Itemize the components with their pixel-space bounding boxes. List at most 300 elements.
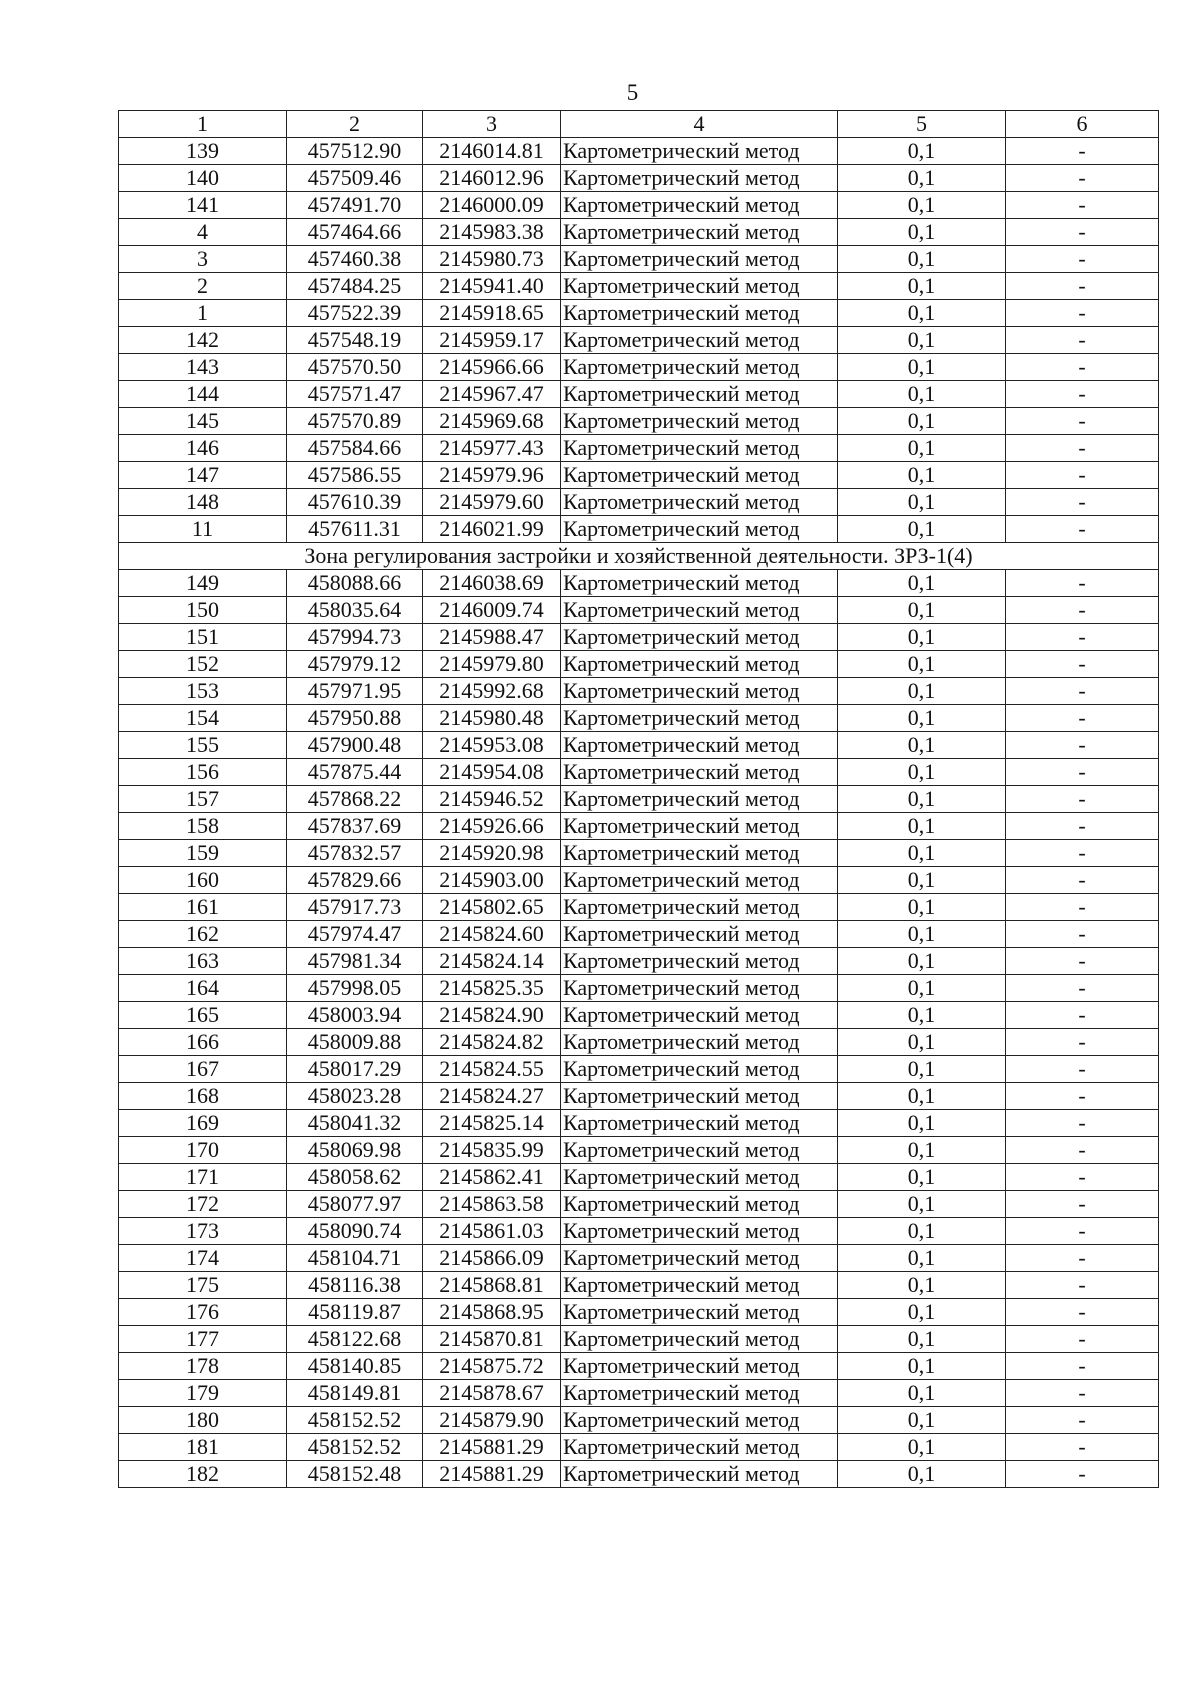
point-number-cell: 168 xyxy=(119,1083,287,1110)
method-cell: Картометрический метод xyxy=(561,300,838,327)
x-coordinate-cell: 458035.64 xyxy=(287,597,423,624)
table-row xyxy=(119,948,1159,975)
method-cell: Картометрический метод xyxy=(561,1029,838,1056)
zone-title-row xyxy=(119,543,1159,570)
method-cell: Картометрический метод xyxy=(561,1380,838,1407)
notes-cell: - xyxy=(1006,1056,1159,1083)
notes-cell: - xyxy=(1006,246,1159,273)
table-row xyxy=(119,300,1159,327)
point-number-cell: 179 xyxy=(119,1380,287,1407)
table-row xyxy=(119,462,1159,489)
x-coordinate-cell: 457512.90 xyxy=(287,138,423,165)
method-cell: Картометрический метод xyxy=(561,1191,838,1218)
point-number-cell: 11 xyxy=(119,516,287,543)
y-coordinate-cell: 2145875.72 xyxy=(423,1353,561,1380)
page-number: 5 xyxy=(626,80,639,105)
notes-cell: - xyxy=(1006,975,1159,1002)
precision-cell: 0,1 xyxy=(838,1245,1006,1272)
point-number-cell: 161 xyxy=(119,894,287,921)
y-coordinate-cell: 2145878.67 xyxy=(423,1380,561,1407)
x-coordinate-cell: 457570.50 xyxy=(287,354,423,381)
point-number-cell: 141 xyxy=(119,192,287,219)
method-cell: Картометрический метод xyxy=(561,1461,838,1488)
precision-cell: 0,1 xyxy=(838,867,1006,894)
y-coordinate-cell: 2145979.80 xyxy=(423,651,561,678)
notes-cell: - xyxy=(1006,273,1159,300)
notes-cell: - xyxy=(1006,1002,1159,1029)
precision-cell: 0,1 xyxy=(838,1083,1006,1110)
method-cell: Картометрический метод xyxy=(561,354,838,381)
table-row xyxy=(119,1083,1159,1110)
point-number-cell: 2 xyxy=(119,273,287,300)
x-coordinate-cell: 458003.94 xyxy=(287,1002,423,1029)
notes-cell: - xyxy=(1006,678,1159,705)
method-cell: Картометрический метод xyxy=(561,1326,838,1353)
precision-cell: 0,1 xyxy=(838,165,1006,192)
notes-cell: - xyxy=(1006,651,1159,678)
method-cell: Картометрический метод xyxy=(561,1218,838,1245)
x-coordinate-cell: 457491.70 xyxy=(287,192,423,219)
y-coordinate-cell: 2145881.29 xyxy=(423,1434,561,1461)
zone-section xyxy=(119,543,1159,570)
table-row xyxy=(119,732,1159,759)
y-coordinate-cell: 2146012.96 xyxy=(423,165,561,192)
table-row xyxy=(119,1461,1159,1488)
table-row xyxy=(119,651,1159,678)
table-row xyxy=(119,867,1159,894)
point-number-cell: 174 xyxy=(119,1245,287,1272)
notes-cell: - xyxy=(1006,165,1159,192)
table-row xyxy=(119,192,1159,219)
notes-cell: - xyxy=(1006,759,1159,786)
column-header-precision: 5 xyxy=(838,111,1006,138)
point-number-cell: 167 xyxy=(119,1056,287,1083)
notes-cell: - xyxy=(1006,1245,1159,1272)
precision-cell: 0,1 xyxy=(838,138,1006,165)
x-coordinate-cell: 457998.05 xyxy=(287,975,423,1002)
precision-cell: 0,1 xyxy=(838,678,1006,705)
table-row xyxy=(119,840,1159,867)
method-cell: Картометрический метод xyxy=(561,948,838,975)
notes-cell: - xyxy=(1006,1191,1159,1218)
notes-cell: - xyxy=(1006,948,1159,975)
x-coordinate-cell: 458069.98 xyxy=(287,1137,423,1164)
precision-cell: 0,1 xyxy=(838,408,1006,435)
y-coordinate-cell: 2145879.90 xyxy=(423,1407,561,1434)
point-number-cell: 145 xyxy=(119,408,287,435)
method-cell: Картометрический метод xyxy=(561,732,838,759)
method-cell: Картометрический метод xyxy=(561,651,838,678)
x-coordinate-cell: 458152.52 xyxy=(287,1434,423,1461)
method-cell: Картометрический метод xyxy=(561,786,838,813)
notes-cell: - xyxy=(1006,138,1159,165)
method-cell: Картометрический метод xyxy=(561,1110,838,1137)
point-number-cell: 148 xyxy=(119,489,287,516)
y-coordinate-cell: 2145977.43 xyxy=(423,435,561,462)
precision-cell: 0,1 xyxy=(838,1299,1006,1326)
method-cell: Картометрический метод xyxy=(561,273,838,300)
x-coordinate-cell: 457548.19 xyxy=(287,327,423,354)
column-header-x-coordinate: 2 xyxy=(287,111,423,138)
precision-cell: 0,1 xyxy=(838,1272,1006,1299)
x-coordinate-cell: 458152.48 xyxy=(287,1461,423,1488)
notes-cell: - xyxy=(1006,1380,1159,1407)
column-header-point-number: 1 xyxy=(119,111,287,138)
notes-cell: - xyxy=(1006,732,1159,759)
y-coordinate-cell: 2145824.90 xyxy=(423,1002,561,1029)
zone-title: Зона регулирования застройки и хозяйственной деятельности. ЗРЗ-1(4) xyxy=(119,543,1159,570)
table-row xyxy=(119,1272,1159,1299)
precision-cell: 0,1 xyxy=(838,732,1006,759)
notes-cell: - xyxy=(1006,1299,1159,1326)
notes-cell: - xyxy=(1006,192,1159,219)
y-coordinate-cell: 2145954.08 xyxy=(423,759,561,786)
method-cell: Картометрический метод xyxy=(561,516,838,543)
x-coordinate-cell: 457900.48 xyxy=(287,732,423,759)
notes-cell: - xyxy=(1006,516,1159,543)
table-row xyxy=(119,489,1159,516)
notes-cell: - xyxy=(1006,489,1159,516)
point-number-cell: 152 xyxy=(119,651,287,678)
precision-cell: 0,1 xyxy=(838,759,1006,786)
method-cell: Картометрический метод xyxy=(561,1434,838,1461)
notes-cell: - xyxy=(1006,921,1159,948)
x-coordinate-cell: 458116.38 xyxy=(287,1272,423,1299)
x-coordinate-cell: 457974.47 xyxy=(287,921,423,948)
x-coordinate-cell: 457584.66 xyxy=(287,435,423,462)
method-cell: Картометрический метод xyxy=(561,489,838,516)
table-row xyxy=(119,1380,1159,1407)
x-coordinate-cell: 457868.22 xyxy=(287,786,423,813)
precision-cell: 0,1 xyxy=(838,246,1006,273)
x-coordinate-cell: 457509.46 xyxy=(287,165,423,192)
precision-cell: 0,1 xyxy=(838,354,1006,381)
point-number-cell: 142 xyxy=(119,327,287,354)
notes-cell: - xyxy=(1006,867,1159,894)
precision-cell: 0,1 xyxy=(838,705,1006,732)
point-number-cell: 162 xyxy=(119,921,287,948)
notes-cell: - xyxy=(1006,1353,1159,1380)
point-number-cell: 176 xyxy=(119,1299,287,1326)
y-coordinate-cell: 2146000.09 xyxy=(423,192,561,219)
y-coordinate-cell: 2145861.03 xyxy=(423,1218,561,1245)
precision-cell: 0,1 xyxy=(838,1353,1006,1380)
method-cell: Картометрический метод xyxy=(561,867,838,894)
point-number-cell: 172 xyxy=(119,1191,287,1218)
table-row xyxy=(119,1245,1159,1272)
point-number-cell: 156 xyxy=(119,759,287,786)
point-number-cell: 160 xyxy=(119,867,287,894)
y-coordinate-cell: 2145824.27 xyxy=(423,1083,561,1110)
precision-cell: 0,1 xyxy=(838,948,1006,975)
method-cell: Картометрический метод xyxy=(561,921,838,948)
x-coordinate-cell: 457586.55 xyxy=(287,462,423,489)
method-cell: Картометрический метод xyxy=(561,759,838,786)
notes-cell: - xyxy=(1006,597,1159,624)
precision-cell: 0,1 xyxy=(838,651,1006,678)
y-coordinate-cell: 2146009.74 xyxy=(423,597,561,624)
point-number-cell: 159 xyxy=(119,840,287,867)
notes-cell: - xyxy=(1006,1110,1159,1137)
method-cell: Картометрический метод xyxy=(561,165,838,192)
table-row xyxy=(119,786,1159,813)
precision-cell: 0,1 xyxy=(838,381,1006,408)
precision-cell: 0,1 xyxy=(838,1002,1006,1029)
point-number-cell: 151 xyxy=(119,624,287,651)
x-coordinate-cell: 458017.29 xyxy=(287,1056,423,1083)
x-coordinate-cell: 457464.66 xyxy=(287,219,423,246)
y-coordinate-cell: 2145941.40 xyxy=(423,273,561,300)
point-number-cell: 143 xyxy=(119,354,287,381)
point-number-cell: 154 xyxy=(119,705,287,732)
notes-cell: - xyxy=(1006,1272,1159,1299)
y-coordinate-cell: 2145881.29 xyxy=(423,1461,561,1488)
method-cell: Картометрический метод xyxy=(561,408,838,435)
y-coordinate-cell: 2145868.81 xyxy=(423,1272,561,1299)
notes-cell: - xyxy=(1006,894,1159,921)
method-cell: Картометрический метод xyxy=(561,624,838,651)
precision-cell: 0,1 xyxy=(838,1407,1006,1434)
precision-cell: 0,1 xyxy=(838,597,1006,624)
x-coordinate-cell: 457610.39 xyxy=(287,489,423,516)
x-coordinate-cell: 457979.12 xyxy=(287,651,423,678)
table-row xyxy=(119,894,1159,921)
point-number-cell: 181 xyxy=(119,1434,287,1461)
x-coordinate-cell: 458122.68 xyxy=(287,1326,423,1353)
x-coordinate-cell: 457484.25 xyxy=(287,273,423,300)
precision-cell: 0,1 xyxy=(838,300,1006,327)
table-row xyxy=(119,1218,1159,1245)
table-row xyxy=(119,597,1159,624)
precision-cell: 0,1 xyxy=(838,624,1006,651)
point-number-cell: 182 xyxy=(119,1461,287,1488)
notes-cell: - xyxy=(1006,327,1159,354)
y-coordinate-cell: 2145802.65 xyxy=(423,894,561,921)
table-row xyxy=(119,678,1159,705)
table-row xyxy=(119,516,1159,543)
table-row xyxy=(119,327,1159,354)
coordinates-table xyxy=(118,110,1159,1488)
y-coordinate-cell: 2145980.48 xyxy=(423,705,561,732)
method-cell: Картометрический метод xyxy=(561,246,838,273)
notes-cell: - xyxy=(1006,462,1159,489)
x-coordinate-cell: 458090.74 xyxy=(287,1218,423,1245)
method-cell: Картометрический метод xyxy=(561,219,838,246)
column-header-y-coordinate: 3 xyxy=(423,111,561,138)
precision-cell: 0,1 xyxy=(838,921,1006,948)
y-coordinate-cell: 2146021.99 xyxy=(423,516,561,543)
precision-cell: 0,1 xyxy=(838,462,1006,489)
notes-cell: - xyxy=(1006,1164,1159,1191)
notes-cell: - xyxy=(1006,435,1159,462)
precision-cell: 0,1 xyxy=(838,1191,1006,1218)
precision-cell: 0,1 xyxy=(838,1110,1006,1137)
y-coordinate-cell: 2146014.81 xyxy=(423,138,561,165)
point-number-cell: 175 xyxy=(119,1272,287,1299)
x-coordinate-cell: 457522.39 xyxy=(287,300,423,327)
point-number-cell: 171 xyxy=(119,1164,287,1191)
precision-cell: 0,1 xyxy=(838,975,1006,1002)
method-cell: Картометрический метод xyxy=(561,192,838,219)
notes-cell: - xyxy=(1006,1461,1159,1488)
precision-cell: 0,1 xyxy=(838,1137,1006,1164)
x-coordinate-cell: 457917.73 xyxy=(287,894,423,921)
precision-cell: 0,1 xyxy=(838,1218,1006,1245)
table-row xyxy=(119,354,1159,381)
table-row xyxy=(119,381,1159,408)
notes-cell: - xyxy=(1006,840,1159,867)
method-cell: Картометрический метод xyxy=(561,1056,838,1083)
y-coordinate-cell: 2145969.68 xyxy=(423,408,561,435)
precision-cell: 0,1 xyxy=(838,1326,1006,1353)
table-row xyxy=(119,624,1159,651)
method-cell: Картометрический метод xyxy=(561,1137,838,1164)
x-coordinate-cell: 457837.69 xyxy=(287,813,423,840)
table-row xyxy=(119,1191,1159,1218)
x-coordinate-cell: 457950.88 xyxy=(287,705,423,732)
table-row xyxy=(119,273,1159,300)
table-row xyxy=(119,138,1159,165)
y-coordinate-cell: 2145992.68 xyxy=(423,678,561,705)
point-number-cell: 3 xyxy=(119,246,287,273)
point-number-cell: 178 xyxy=(119,1353,287,1380)
table-row xyxy=(119,813,1159,840)
method-cell: Картометрический метод xyxy=(561,840,838,867)
point-number-cell: 166 xyxy=(119,1029,287,1056)
point-number-cell: 147 xyxy=(119,462,287,489)
table-row xyxy=(119,1137,1159,1164)
table-body-before-zone xyxy=(119,138,1159,543)
precision-cell: 0,1 xyxy=(838,1056,1006,1083)
x-coordinate-cell: 457981.34 xyxy=(287,948,423,975)
precision-cell: 0,1 xyxy=(838,786,1006,813)
y-coordinate-cell: 2145959.17 xyxy=(423,327,561,354)
method-cell: Картометрический метод xyxy=(561,705,838,732)
y-coordinate-cell: 2145824.14 xyxy=(423,948,561,975)
table-row xyxy=(119,1002,1159,1029)
x-coordinate-cell: 458119.87 xyxy=(287,1299,423,1326)
x-coordinate-cell: 458041.32 xyxy=(287,1110,423,1137)
x-coordinate-cell: 458077.97 xyxy=(287,1191,423,1218)
precision-cell: 0,1 xyxy=(838,327,1006,354)
method-cell: Картометрический метод xyxy=(561,1407,838,1434)
table-row xyxy=(119,165,1159,192)
table-row xyxy=(119,705,1159,732)
notes-cell: - xyxy=(1006,570,1159,597)
x-coordinate-cell: 458152.52 xyxy=(287,1407,423,1434)
method-cell: Картометрический метод xyxy=(561,1002,838,1029)
notes-cell: - xyxy=(1006,1407,1159,1434)
precision-cell: 0,1 xyxy=(838,813,1006,840)
table-row xyxy=(119,1029,1159,1056)
point-number-cell: 1 xyxy=(119,300,287,327)
x-coordinate-cell: 457971.95 xyxy=(287,678,423,705)
table-row xyxy=(119,975,1159,1002)
y-coordinate-cell: 2145824.55 xyxy=(423,1056,561,1083)
method-cell: Картометрический метод xyxy=(561,813,838,840)
x-coordinate-cell: 457570.89 xyxy=(287,408,423,435)
y-coordinate-cell: 2145863.58 xyxy=(423,1191,561,1218)
y-coordinate-cell: 2146038.69 xyxy=(423,570,561,597)
precision-cell: 0,1 xyxy=(838,840,1006,867)
notes-cell: - xyxy=(1006,219,1159,246)
point-number-cell: 165 xyxy=(119,1002,287,1029)
y-coordinate-cell: 2145979.96 xyxy=(423,462,561,489)
point-number-cell: 146 xyxy=(119,435,287,462)
x-coordinate-cell: 458140.85 xyxy=(287,1353,423,1380)
precision-cell: 0,1 xyxy=(838,1461,1006,1488)
method-cell: Картометрический метод xyxy=(561,1245,838,1272)
x-coordinate-cell: 457832.57 xyxy=(287,840,423,867)
y-coordinate-cell: 2145926.66 xyxy=(423,813,561,840)
y-coordinate-cell: 2145825.14 xyxy=(423,1110,561,1137)
notes-cell: - xyxy=(1006,1218,1159,1245)
notes-cell: - xyxy=(1006,1434,1159,1461)
table-row xyxy=(119,1299,1159,1326)
point-number-cell: 157 xyxy=(119,786,287,813)
point-number-cell: 153 xyxy=(119,678,287,705)
table-row xyxy=(119,435,1159,462)
precision-cell: 0,1 xyxy=(838,435,1006,462)
point-number-cell: 149 xyxy=(119,570,287,597)
point-number-cell: 155 xyxy=(119,732,287,759)
x-coordinate-cell: 458058.62 xyxy=(287,1164,423,1191)
y-coordinate-cell: 2145920.98 xyxy=(423,840,561,867)
method-cell: Картометрический метод xyxy=(561,1299,838,1326)
table-header xyxy=(119,111,1159,138)
point-number-cell: 169 xyxy=(119,1110,287,1137)
table-row xyxy=(119,1407,1159,1434)
table-row xyxy=(119,1110,1159,1137)
table-row xyxy=(119,1353,1159,1380)
table-row xyxy=(119,759,1159,786)
notes-cell: - xyxy=(1006,813,1159,840)
y-coordinate-cell: 2145870.81 xyxy=(423,1326,561,1353)
y-coordinate-cell: 2145967.47 xyxy=(423,381,561,408)
notes-cell: - xyxy=(1006,624,1159,651)
header-row xyxy=(119,111,1159,138)
method-cell: Картометрический метод xyxy=(561,435,838,462)
point-number-cell: 163 xyxy=(119,948,287,975)
notes-cell: - xyxy=(1006,1083,1159,1110)
point-number-cell: 177 xyxy=(119,1326,287,1353)
x-coordinate-cell: 457875.44 xyxy=(287,759,423,786)
table-body-after-zone xyxy=(119,570,1159,1488)
table-row xyxy=(119,1164,1159,1191)
precision-cell: 0,1 xyxy=(838,1029,1006,1056)
table-row xyxy=(119,921,1159,948)
method-cell: Картометрический метод xyxy=(561,1353,838,1380)
point-number-cell: 139 xyxy=(119,138,287,165)
method-cell: Картометрический метод xyxy=(561,975,838,1002)
point-number-cell: 144 xyxy=(119,381,287,408)
table-row xyxy=(119,1326,1159,1353)
notes-cell: - xyxy=(1006,300,1159,327)
precision-cell: 0,1 xyxy=(838,570,1006,597)
precision-cell: 0,1 xyxy=(838,894,1006,921)
table-row xyxy=(119,1434,1159,1461)
column-header-method: 4 xyxy=(561,111,838,138)
y-coordinate-cell: 2145824.60 xyxy=(423,921,561,948)
y-coordinate-cell: 2145983.38 xyxy=(423,219,561,246)
x-coordinate-cell: 457460.38 xyxy=(287,246,423,273)
precision-cell: 0,1 xyxy=(838,516,1006,543)
precision-cell: 0,1 xyxy=(838,489,1006,516)
point-number-cell: 164 xyxy=(119,975,287,1002)
y-coordinate-cell: 2145980.73 xyxy=(423,246,561,273)
notes-cell: - xyxy=(1006,705,1159,732)
x-coordinate-cell: 458149.81 xyxy=(287,1380,423,1407)
